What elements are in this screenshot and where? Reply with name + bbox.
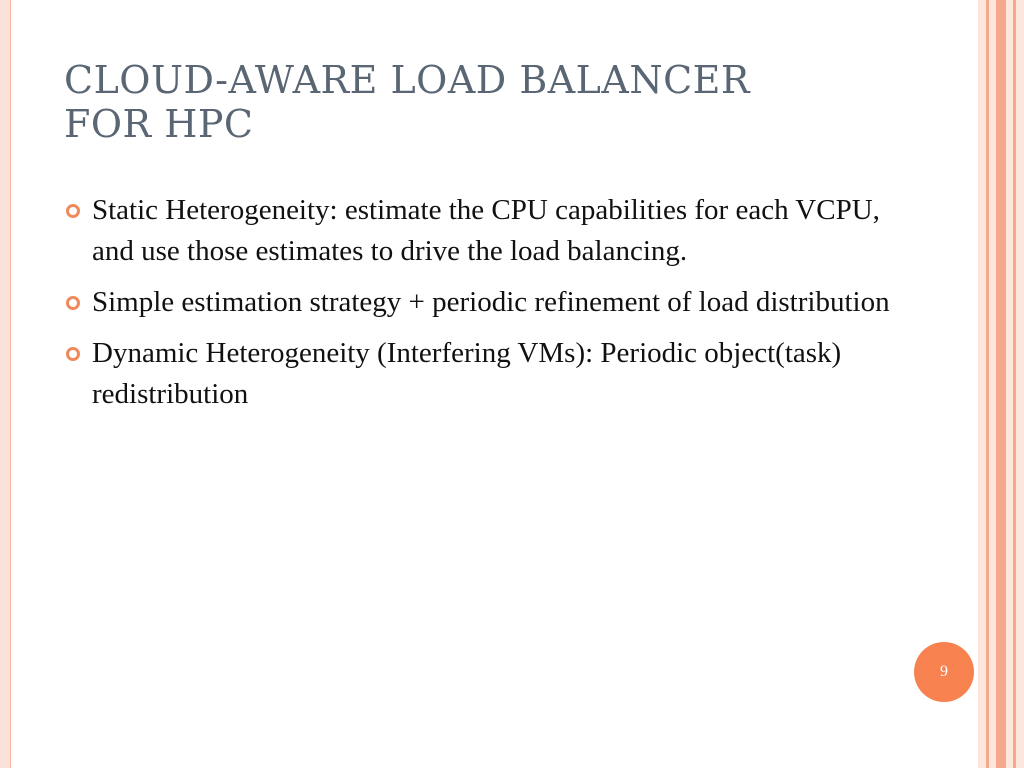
- bullet-item: [64, 190, 924, 272]
- right-stripe: [996, 0, 1006, 768]
- page-number-badge: [914, 642, 974, 702]
- bullet-text: Static Heterogeneity: estimate the CPU capabilities for each VCPU, and use those estimates to drive the load balancing.: [92, 194, 880, 267]
- right-stripe: [1013, 0, 1016, 768]
- slide-title-line-2: FOR HPC: [64, 102, 254, 146]
- slide-title: [64, 58, 924, 146]
- page-number: 9: [940, 663, 948, 680]
- circle-bullet-icon: [66, 204, 80, 218]
- right-border-decoration: [978, 0, 1024, 768]
- bullet-item: [64, 282, 924, 323]
- bullet-text: Dynamic Heterogeneity (Interfering VMs): Periodic object(task) redistribution: [92, 337, 842, 410]
- bullet-item: [64, 333, 924, 415]
- right-stripe: [986, 0, 989, 768]
- bullet-list: [64, 190, 924, 425]
- circle-bullet-icon: [66, 296, 80, 310]
- left-border-decoration: [0, 0, 11, 768]
- circle-bullet-icon: [66, 347, 80, 361]
- slide-title-line-1: CLOUD-AWARE LOAD BALANCER: [64, 58, 751, 102]
- bullet-text: Simple estimation strategy + periodic refinement of load distribution: [92, 286, 890, 318]
